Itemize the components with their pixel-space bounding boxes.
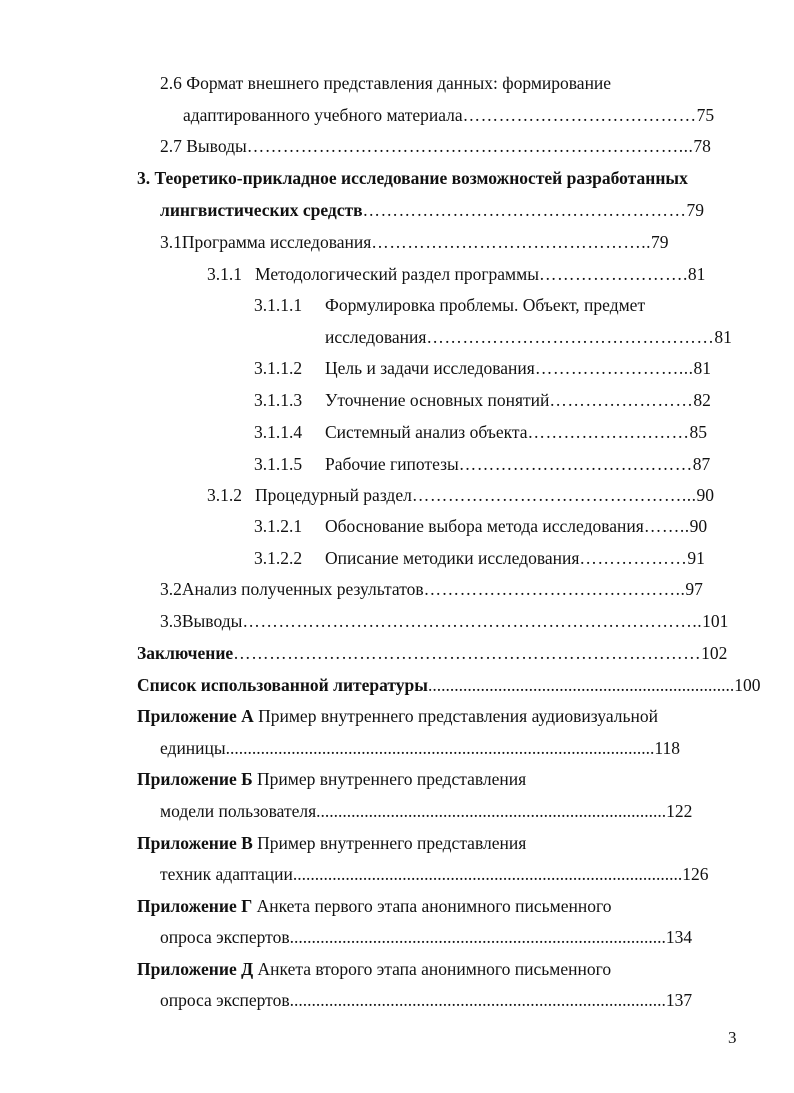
- toc-line: 3.1.1.4 Системный анализ объекта………………………85: [254, 422, 708, 442]
- toc-line: 3.1.1.1 Формулировка проблемы. Объект, предмет: [254, 295, 646, 315]
- toc-line: 3.1.2.2 Описание методики исследования………………91: [254, 548, 705, 568]
- toc-line: 2.6 Формат внешнего представления данных: формирование: [160, 73, 612, 93]
- toc-line: модели пользователя................................................................................122: [160, 801, 693, 821]
- toc-line: Приложение А Пример внутреннего представления аудиовизуальной: [137, 706, 658, 726]
- toc-line: 3.2Анализ полученных результатов……………………………………..97: [160, 579, 703, 599]
- toc-line: Приложение Б Пример внутреннего представления: [137, 769, 527, 789]
- toc-line: Приложение Г Анкета первого этапа анонимного письменного: [137, 896, 612, 916]
- toc-line: 3.1.1.3 Уточнение основных понятий……………………82: [254, 390, 711, 410]
- page-number: 3: [728, 1028, 737, 1047]
- toc-line: адаптированного учебного материала…………………………………75: [183, 105, 715, 125]
- toc-line: 3.3Выводы…………………………………………………………………..101: [160, 611, 729, 631]
- toc-line: 3.1.2 Процедурный раздел………………………………………...90: [207, 485, 714, 505]
- toc-line: 3.1.2.1 Обоснование выбора метода исследования……..90: [254, 516, 708, 536]
- toc-line: техник адаптации.........................................................................................126: [160, 864, 709, 884]
- toc-line: Список использованной литературы......................................................................100: [137, 675, 761, 695]
- toc-line: Приложение В Пример внутреннего представления: [137, 833, 527, 853]
- toc-line: опроса экспертов......................................................................................137: [160, 990, 693, 1010]
- toc-line: 3.1.1 Методологический раздел программы…………………….81: [207, 264, 706, 284]
- toc-line: 3. Теоретико-прикладное исследование возможностей разработанных: [137, 168, 688, 188]
- toc-line: 3.1.1.2 Цель и задачи исследования……………………...81: [254, 358, 711, 378]
- toc-line: 2.7 Выводы………………………………………………………………...78: [160, 136, 711, 156]
- toc-line: единицы..................................................................................................118: [160, 738, 681, 758]
- toc-line: 3.1.1.5 Рабочие гипотезы…………………………………87: [254, 454, 711, 474]
- toc-line: Заключение……………………………………………………………………102: [137, 643, 728, 663]
- toc-line: 3.1Программа исследования………………………………………..79: [160, 232, 669, 252]
- toc-line: исследования…………………………………………81: [325, 327, 732, 347]
- toc-line: лингвистических средств………………………………………………79: [160, 200, 705, 220]
- toc-line: опроса экспертов......................................................................................134: [160, 927, 693, 947]
- toc-line: Приложение Д Анкета второго этапа анонимного письменного: [137, 959, 612, 979]
